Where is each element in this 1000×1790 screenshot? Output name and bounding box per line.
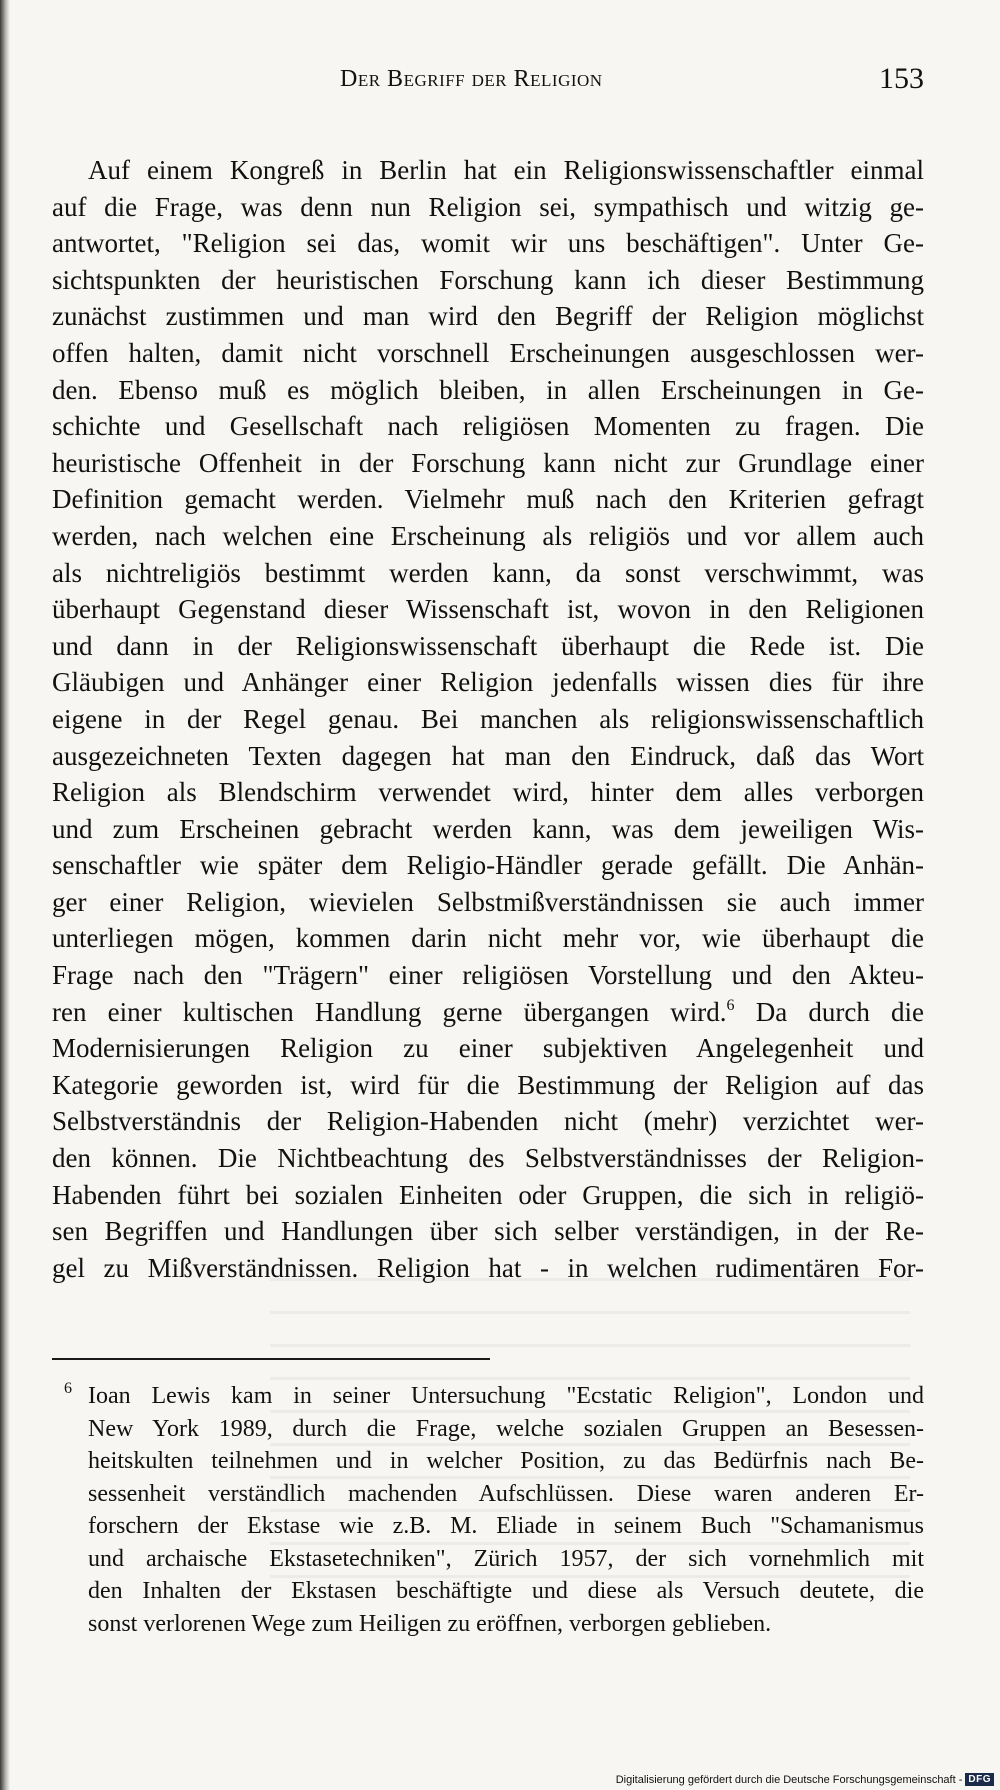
- dfg-logo: DFG: [965, 1773, 994, 1786]
- text-segment: ren einer kultischen Handlung gerne übergangen wird.: [52, 996, 727, 1027]
- text-line: als nichtreligiös bestimmt werden kann, da sonst verschwimmt, was: [52, 557, 924, 588]
- text-segment: Da durch die: [755, 996, 924, 1027]
- text-line: Kategorie geworden ist, wird für die Bestimmung der Religion auf das: [52, 1069, 924, 1100]
- text-line: sichtspunkten der heuristischen Forschung kann ich dieser Bestimmung: [52, 264, 924, 295]
- footnote-line: sessenheit verständlich machenden Aufschlüssen. Diese waren anderen Er-: [88, 1480, 924, 1507]
- text-line: sen Begriffen und Handlungen über sich selber verständigen, in der Re-: [52, 1216, 924, 1247]
- text-line: offen halten, damit nicht vorschnell Erscheinungen ausgeschlossen wer-: [52, 337, 924, 368]
- text-line: Definition gemacht werden. Vielmehr muß nach den Kriterien gefragt: [52, 484, 924, 515]
- footnote-line: den Inhalten der Ekstasen beschäftigte und diese als Versuch deutete, die: [88, 1578, 924, 1604]
- text-line: Gläubigen und Anhänger einer Religion jedenfalls wissen dies für ihre: [52, 667, 924, 698]
- footnote-line: sonst verlorenen Wege zum Heiligen zu eröffnen, verborgen geblieben.: [88, 1610, 772, 1637]
- text-line: eigene in der Regel genau. Bei manchen als religionswissenschaftlich: [52, 703, 924, 734]
- text-line: Frage nach den "Trägern" einer religiösen Vorstellung und den Akteu-: [52, 960, 924, 991]
- text-line: Religion als Blendschirm verwendet wird, hinter dem alles verborgen: [52, 777, 924, 808]
- page-number: 153: [879, 62, 924, 95]
- footnote-line: heitskulten teilnehmen und in welcher Position, zu das Bedürfnis nach Be-: [88, 1448, 924, 1474]
- binding-shadow: [0, 0, 10, 1790]
- text-line: Modernisierungen Religion zu einer subjektiven Angelegenheit und: [52, 1033, 924, 1064]
- text-line: auf die Frage, was denn nun Religion sei, sympathisch und witzig ge-: [52, 191, 924, 222]
- text-line: und dann in der Religionswissenschaft überhaupt die Rede ist. Die: [52, 630, 924, 661]
- text-line: Selbstverständnis der Religion-Habenden nicht (mehr) verzichtet wer-: [52, 1106, 924, 1137]
- text-line: den. Ebenso muß es möglich bleiben, in allen Erscheinungen in Ge-: [52, 374, 924, 405]
- text-line: überhaupt Gegenstand dieser Wissenschaft ist, wovon in den Religionen: [52, 594, 924, 625]
- text-line: den können. Die Nichtbeachtung des Selbstverständnisses der Religion-: [52, 1143, 924, 1174]
- text-line: schichte und Gesellschaft nach religiösen Momenten zu fragen. Die: [52, 411, 924, 442]
- footnote-number: 6: [64, 1380, 72, 1397]
- text-line: werden, nach welchen eine Erscheinung als religiös und vor allem auch: [52, 520, 924, 551]
- text-line: ausgezeichneten Texten dagegen hat man den Eindruck, daß das Wort: [52, 740, 924, 771]
- body-paragraph: [52, 152, 924, 1286]
- credit-text: Digitalisierung gefördert durch die Deutsche Forschungsgemeinschaft -: [615, 1773, 963, 1786]
- text-line: unterliegen mögen, kommen darin nicht mehr vor, wie überhaupt die: [52, 923, 924, 954]
- text-line: Habenden führt bei sozialen Einheiten oder Gruppen, die sich in religiö-: [52, 1179, 924, 1210]
- page-header: [52, 62, 924, 106]
- footnote-line: New York 1989, durch die Frage, welche sozialen Gruppen an Besessen-: [88, 1415, 924, 1442]
- footnote-text: [88, 1380, 924, 1640]
- footnote-reference[interactable]: 6: [726, 996, 735, 1014]
- text-line: antwortet, "Religion sei das, womit wir uns beschäftigen". Unter Ge-: [52, 228, 924, 259]
- text-line: ger einer Religion, wievielen Selbstmißverständnissen sie auch immer: [52, 886, 924, 917]
- footnote-line: und archaische Ekstasetechniken", Zürich 1957, der sich vornehmlich mit: [88, 1545, 924, 1572]
- text-line: senschaftler wie später dem Religio-Händler gerade gefällt. Die Anhän-: [52, 850, 924, 881]
- footnote-line: Ioan Lewis kam in seiner Untersuchung "Ecstatic Religion", London und: [88, 1383, 924, 1409]
- text-line: Auf einem Kongreß in Berlin hat ein Religionswissenschaftler einmal: [88, 155, 924, 185]
- text-line: heuristische Offenheit in der Forschung kann nicht zur Grundlage einer: [52, 447, 924, 478]
- text-line: zunächst zustimmen und man wird den Begriff der Religion möglichst: [52, 301, 924, 332]
- text-line-with-footnote: [52, 994, 924, 1031]
- footnote-divider: [52, 1358, 490, 1360]
- footnote-line: forschern der Ekstase wie z.B. M. Eliade in seinem Buch "Schamanismus: [88, 1513, 924, 1539]
- text-line: gel zu Mißverständnissen. Religion hat - in welchen rudimentären For-: [52, 1252, 924, 1283]
- running-title: Der Begriff der Religion: [340, 66, 603, 92]
- text-line: und zum Erscheinen gebracht werden kann, was dem jeweiligen Wis-: [52, 813, 924, 844]
- digitization-credit: [616, 1773, 994, 1786]
